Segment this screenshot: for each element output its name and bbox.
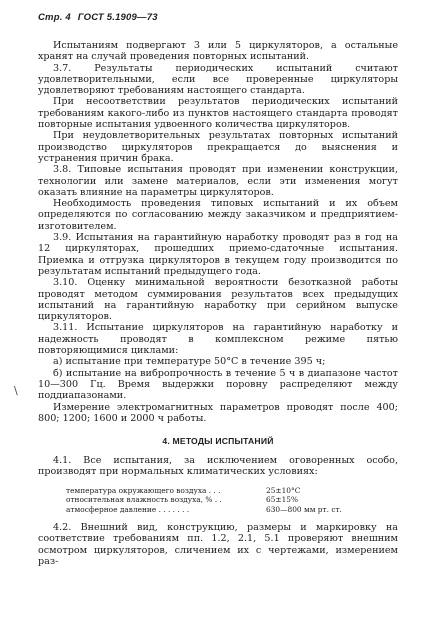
standard-code: ГОСТ 5.1909—73	[77, 12, 158, 23]
paragraph-measurements: Измерение электромагнитных параметров проводят после 400; 800; 1200; 1600 и 2000 ч работы.	[38, 401, 398, 424]
paragraph-4-2: 4.2. Внешний вид, конструкцию, размеры и маркировку на соответствие требованиям пп. 1.2, 2.1, 5.1 проверяют внешним осмотром циркуляторов, сличением их с чертежами, измерением раз-	[38, 521, 398, 567]
paragraph-4-1: 4.1. Все испытания, за исключением оговоренных особо, производят при нормальных климатических условиях:	[38, 455, 398, 478]
table-row	[66, 486, 342, 495]
table-row	[66, 505, 342, 514]
paragraph-tested-units: Испытаниям подвергают 3 или 5 циркуляторов, а остальные хранят на случай проведения повторных испытаний.	[38, 40, 398, 63]
paragraph-nonconformity: При несоответствии результатов периодических испытаний требованиям какого-либо из пунктов настоящего стандарта проводят повторные испытания удвоенного количества циркуляторов.	[38, 96, 398, 131]
condition-label: атмосферное давление . . . . . . .	[66, 504, 190, 514]
paragraph-3-11-b: б) испытание на вибропрочность в течение 5 ч в диапазоне частот 10—300 Гц. Время выдержки поровну распределяют между поддиапазонами.	[38, 367, 398, 402]
condition-value: 65±15%	[266, 495, 299, 505]
paragraph-3-11: 3.11. Испытание циркуляторов на гарантийную наработку и надежность проводят в комплексном режиме пятью повторяющимися циклами:	[38, 322, 398, 357]
section-heading: 4. МЕТОДЫ ИСПЫТАНИЙ	[162, 436, 274, 447]
paragraph-type-tests-scope: Необходимость проведения типовых испытаний и их объем определяются по согласованию между заказчиком и предприятием-изготовителем.	[38, 198, 398, 232]
paragraph-repeat-failure: При неудовлетворительных результатах повторных испытаний производство циркуляторов прекращается до выяснения и устранения причин брака.	[38, 130, 398, 164]
paragraph-3-8: 3.8. Типовые испытания проводят при изменении конструкции, технологии или замене материалов, если эти изменения могут оказать влияние на параметры циркуляторов.	[38, 164, 398, 198]
paragraph-3-7: 3.7. Результаты периодических испытаний считают удовлетворительными, если все проверенные циркуляторы удовлетворяют требованиям настоящего стандарта.	[38, 62, 398, 97]
condition-label: температура окружающего воздуха . . .	[66, 485, 221, 495]
table-row	[66, 495, 342, 504]
paragraph-3-9: 3.9. Испытания на гарантийную наработку проводят раз в год на 12 циркуляторах, прошедших приемо-сдаточные испытания. Приемка и отгрузка циркуляторов в текущем году производится по результатам испытаний предыдущего года.	[38, 232, 398, 277]
page-number: Стр. 4	[38, 12, 71, 23]
condition-label: относительная влажность воздуха, % . .	[66, 495, 222, 505]
paragraph-3-10: 3.10. Оценку минимальной вероятности безотказной работы проводят методом суммирования результатов всех предыдущих испытаний на гарантийную наработку при серийном выпуске циркуляторов.	[38, 277, 398, 323]
margin-mark: \	[14, 384, 18, 397]
climate-conditions-table	[66, 486, 342, 514]
paragraph-3-11-a: а) испытание при температуре 50°С в течение 395 ч;	[53, 356, 326, 368]
condition-value: 25±10°С	[266, 485, 301, 495]
condition-value: 630—800 мм рт. ст.	[266, 504, 342, 514]
page-header	[38, 12, 398, 23]
